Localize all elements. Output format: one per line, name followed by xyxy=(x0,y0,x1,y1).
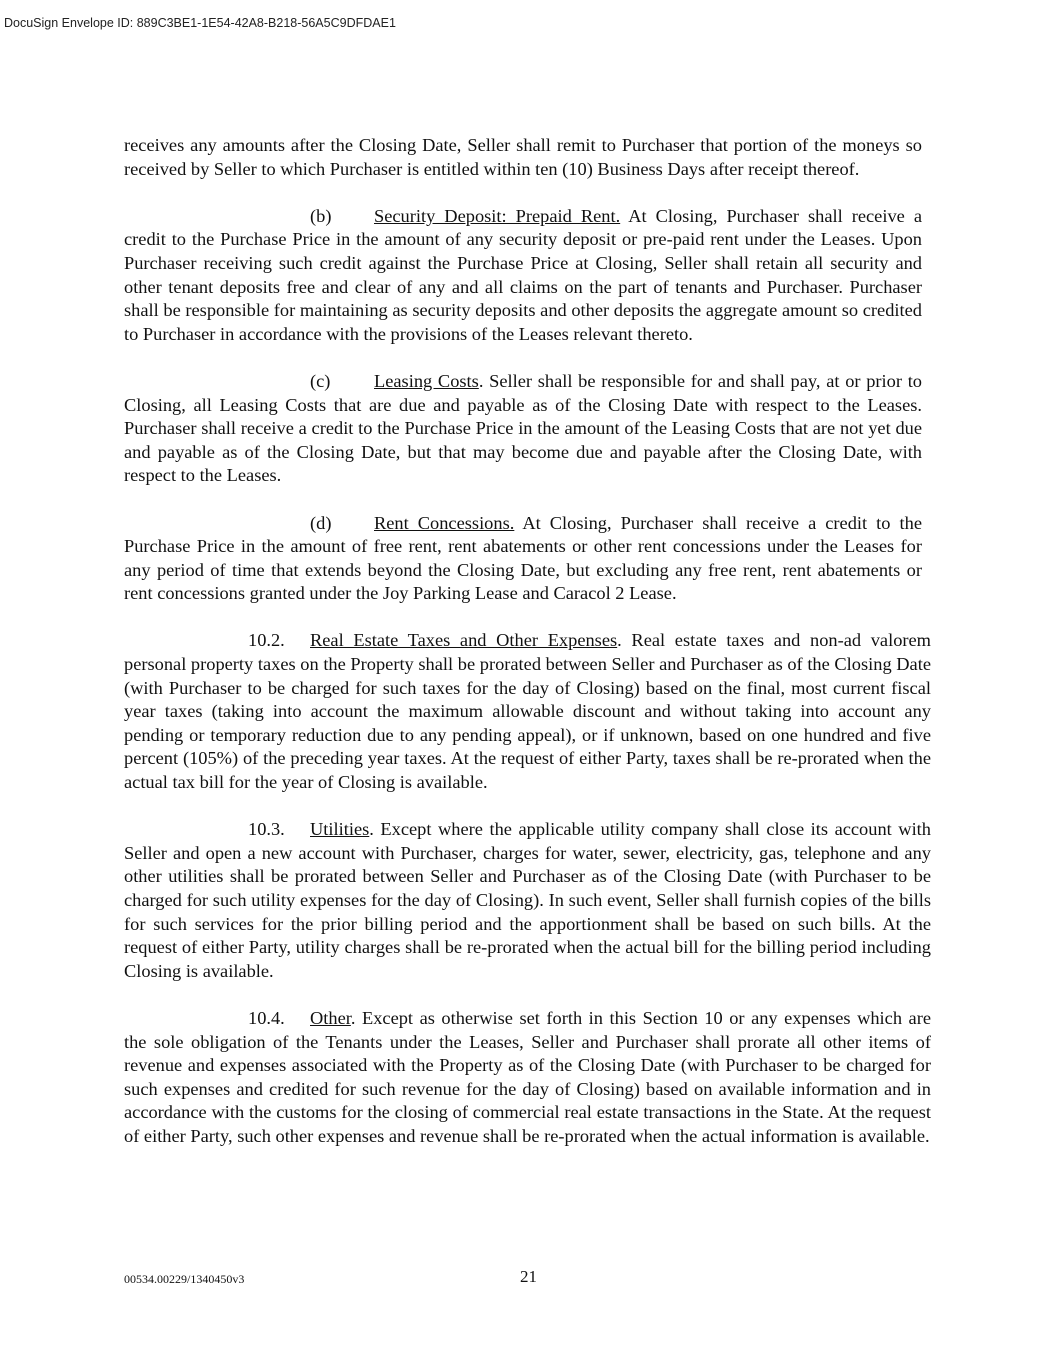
paragraph-d-heading: Rent Concessions. xyxy=(374,512,515,533)
paragraph-c xyxy=(124,370,922,488)
section-10-3 xyxy=(124,818,931,983)
section-10-4-heading: Other xyxy=(310,1007,351,1028)
section-10-2 xyxy=(124,629,931,794)
paragraph-c-heading: Leasing Costs xyxy=(374,370,479,391)
paragraph-b-heading: Security Deposit: Prepaid Rent. xyxy=(374,205,621,226)
section-10-4-number: 10.4. xyxy=(248,1007,285,1028)
section-10-2-number: 10.2. xyxy=(248,630,285,651)
section-10-4 xyxy=(124,1007,931,1149)
paragraph-d-number: (d) xyxy=(310,512,332,533)
envelope-id: DocuSign Envelope ID: 889C3BE1-1E54-42A8-B218-56A5C9DFDAE1 xyxy=(4,16,396,30)
section-10-4-text: . Except as otherwise set forth in this Section 10 or any expenses which are the sole obligation of the Tenants under the Leases, Seller and Purchaser shall prorate all other items of revenue and expenses associated with the Property as of the Closing Date (with Purchaser to be charged for such expenses and credited for such revenue for the day of Closing) based on available information and in accordance with the customs for the closing of commercial real estate transactions in the State. At the request of either Party, such other expenses and revenue shall be re-prorated when the actual information is available. xyxy=(124,1007,931,1146)
paragraph-c-text: . Seller shall be responsible for and shall pay, at or prior to Closing, all Leasing Costs that are due and payable as of the Closing Date with respect to the Leases. Purchaser shall receive a credit to the Purchase Price in the amount of the Leasing Costs that are not yet due and payable as of the Closing Date, but that may become due and payable after the Closing Date, with respect to the Leases. xyxy=(124,370,922,486)
footer-document-id: 00534.00229/1340450v3 xyxy=(124,1272,245,1286)
section-10-2-heading: Real Estate Taxes and Other Expenses xyxy=(310,630,618,651)
paragraph-b xyxy=(124,205,922,347)
paragraph-b-number: (b) xyxy=(310,205,332,226)
paragraph-c-number: (c) xyxy=(310,370,331,391)
section-10-3-text: . Except where the applicable utility company shall close its account with Seller and open a new account with Purchaser, charges for water, sewer, electricity, gas, telephone and any other utilities shall be prorated between Seller and Purchaser as of the Closing Date (with Purchaser to be charged for such utility expenses for the day of Closing). In such event, Seller shall furnish copies of the bills for such services for the prior billing period and the apportionment shall be based on such bills. At the request of either Party, utility charges shall be re-prorated when the actual bill for the billing period including Closing is available. xyxy=(124,819,931,981)
page-number: 21 xyxy=(520,1267,537,1286)
section-10-3-heading: Utilities xyxy=(310,819,370,840)
paragraph-d-text: At Closing, Purchaser shall receive a credit to the Purchase Price in the amount of free rent, rent abatements or other rent concessions under the Leases for any period of time that extends beyond the Closing Date, but excluding any free rent, rent abatements or rent concessions granted under the Joy Parking Lease and Caracol 2 Lease. xyxy=(124,512,922,604)
paragraph-b-text: At Closing, Purchaser shall receive a credit to the Purchase Price in the amount of any security deposit or pre-paid rent under the Leases. Upon Purchaser receiving such credit against the Purchase Price at Closing, Seller shall retain all security and other tenant deposits free and clear of any and all claims on the part of tenants and Purchaser. Purchaser shall be responsible for maintaining as security deposits and other deposits the aggregate amount so credited to Purchaser in accordance with the provisions of the Leases relevant thereto. xyxy=(124,205,922,344)
paragraph-d xyxy=(124,512,922,606)
section-10-3-number: 10.3. xyxy=(248,819,285,840)
document-body xyxy=(124,134,931,1172)
section-10-2-text: . Real estate taxes and non-ad valorem personal property taxes on the Property shall be prorated between Seller and Purchaser as of the Closing Date (with Purchaser to be charged for such taxes for the day of Closing) based on the final, most current fiscal year taxes (taking into account the maximum allowable discount and without taking into account any pending or temporary reduction due to any pending appeal), or if unknown, based on one hundred and five percent (105%) of the preceding year taxes. At the request of either Party, taxes shall be re-prorated when the actual tax bill for the year of Closing is available. xyxy=(124,630,931,793)
paragraph-intro: receives any amounts after the Closing Date, Seller shall remit to Purchaser that portion of the moneys so received by Seller to which Purchaser is entitled within ten (10) Business Days after receipt thereof. xyxy=(124,135,922,179)
